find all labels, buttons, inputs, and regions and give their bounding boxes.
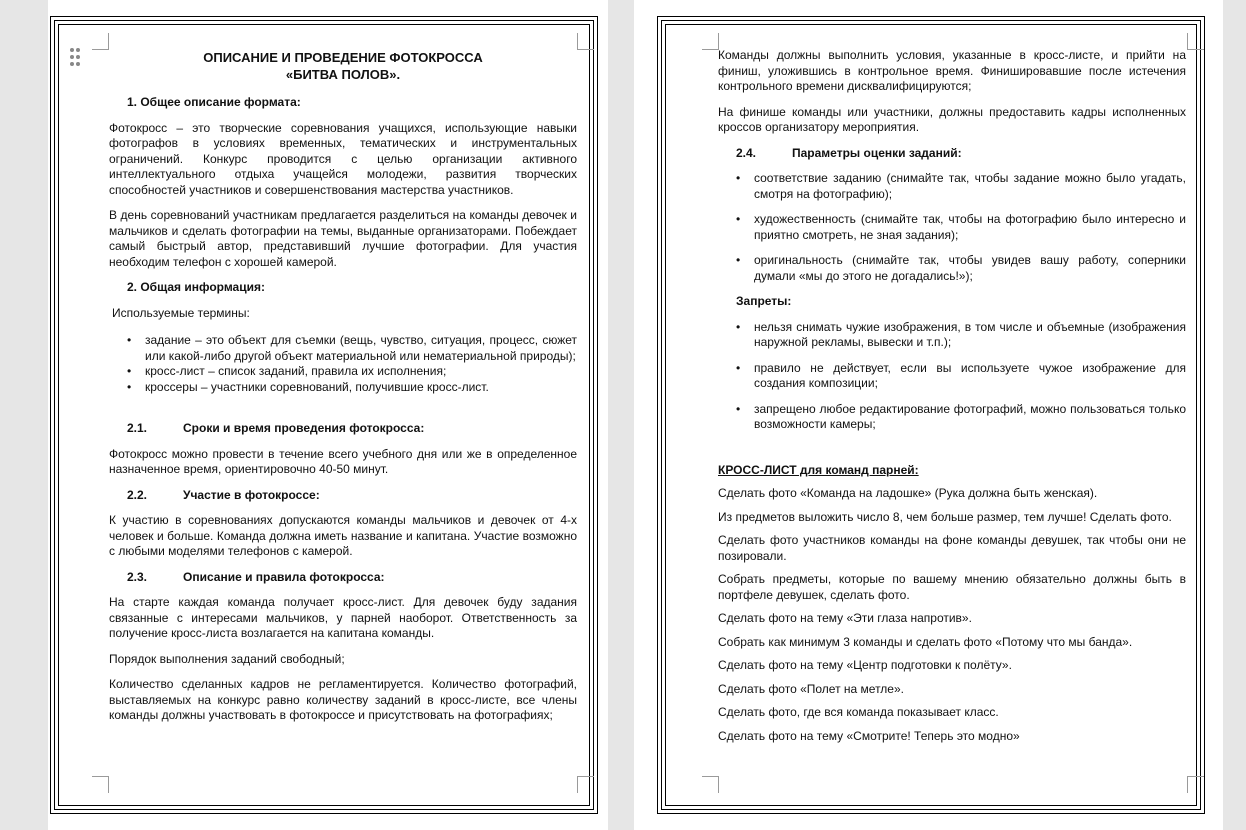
subsection-heading [718,146,1186,162]
task-item: Сделать фото, где вся команда показывает класс. [718,705,999,719]
task-item: Сделать фото участников команды на фоне команды девушек, так чтобы они не позировали. [718,533,1186,563]
subsection-title: Сроки и время проведения фотокросса: [183,421,425,435]
criteria-list [718,171,1186,284]
list-item: • нельзя снимать чужие изображения, в том числе и объемные (изображения наружной рекламы, вывески и т.п.); [754,320,1186,351]
crop-mark [1187,33,1204,50]
paragraph: В день соревнований участникам предлагается разделиться на команды девочек и мальчиков и сделать фотографии на темы, выданные организаторами. Побеждает самый быстрый автор, представивший лучшие фотографии. Для участия необходим телефон с хорошей камерой. [109,208,577,269]
list-item: • художественность (снимайте так, чтобы на фотографию было интересно и приятно смотреть, не зная задания); [754,212,1186,243]
title-line-1: ОПИСАНИЕ И ПРОВЕДЕНИЕ ФОТОКРОССА [203,50,483,65]
list-item: • запрещено любое редактирование фотографий, можно пользоваться только возможности камеры; [754,402,1186,433]
paragraph: На старте каждая команда получает кросс-лист. Для девочек буду задания связанные с интересами мальчиков, у парней наоборот. Ответственность за получение кросс-листа возлагается на капитана команды. [109,595,577,640]
subsection-number: 2.4. [736,145,757,160]
section-heading: 1. Общее описание формата: [127,95,301,109]
list-item: • правило не действует, если вы используете чужое изображение для создания композиции; [754,361,1186,392]
list-item: • соответствие заданию (снимайте так, чтобы задание можно было угадать, смотря на фотографию); [754,171,1186,202]
subsection-number: 2.3. [127,569,148,584]
task-item: Сделать фото на тему «Смотрите! Теперь это модно» [718,728,1020,743]
cross-list-heading: КРОСС-ЛИСТ для команд парней: [718,462,919,477]
subsection-title: Описание и правила фотокросса: [183,569,385,584]
bans-heading: Запреты: [736,294,792,308]
paragraph: Используемые термины: [112,305,250,320]
page-content [718,48,1186,752]
document-page-right [634,0,1223,830]
crop-mark [92,776,109,793]
crop-mark [577,776,594,793]
crop-mark [1187,776,1204,793]
list-item: • кроссеры – участники соревнований, получившие кросс-лист. [145,380,577,396]
page-content [109,49,577,734]
title-line-2: «БИТВА ПОЛОВ». [285,67,401,82]
paragraph: Фотокросс – это творческие соревнования учащихся, использующие навыки фотографов в условиях временных, тематических и инструментальных ограничений. Конкурс проводится с целью организации активного интеллектуального отдыха учащейся молодежи, развития творческих способностей участников и совершенствования мастерства участников. [109,120,577,197]
subsection-heading [109,570,577,586]
subsection-title: Параметры оценки заданий: [792,145,962,160]
paragraph: Фотокросс можно провести в течение всего учебного дня или же в определенное назначенное время, ориентировочно 40-50 минут. [109,446,577,476]
subsection-title: Участие в фотокроссе: [183,487,320,502]
paragraph: Порядок выполнения заданий свободный; [109,651,345,666]
paragraph: На финише команды или участники, должны предоставить кадры исполненных кроссов организатору мероприятия. [718,104,1186,134]
task-item: Собрать как минимум 3 команды и сделать фото «Потому что мы банда». [718,634,1133,649]
bans-list [718,320,1186,433]
paragraph: Команды должны выполнить условия, указанные в кросс-листе, и прийти на финиш, уложившись в контрольное время. Финишировавшие после истечения контрольного времени дисквалифицируются; [718,48,1186,93]
paragraph: Количество сделанных кадров не регламентируется. Количество фотографий, выставляемых на конкурс равно количеству заданий в кросс-листе, все члены команды должны участвовать в фотокроссе и присутствовать на фотографиях; [109,677,577,722]
crop-mark [702,33,719,50]
task-item: Из предметов выложить число 8, чем больше размер, тем лучше! Сделать фото. [718,509,1172,524]
table-move-handle-icon[interactable] [70,48,82,70]
list-item: • оригинальность (снимайте так, чтобы увидев вашу работу, соперники думали «мы до этого не догадались!»); [754,253,1186,284]
document-title [109,49,577,83]
task-item: Собрать предметы, которые по вашему мнению обязательно должны быть в портфеле девушек, сделать фото. [718,572,1186,602]
task-item: Сделать фото на тему «Центр подготовки к полёту». [718,658,1012,672]
section-heading: 2. Общая информация: [127,280,265,294]
task-item: Сделать фото на тему «Эти глаза напротив». [718,611,972,625]
subsection-heading [109,488,577,504]
subsection-number: 2.1. [127,421,148,435]
subsection-heading [109,421,577,437]
list-item: • кросс-лист – список заданий, правила их исполнения; [145,364,577,380]
paragraph: К участию в соревнованиях допускаются команды мальчиков и девочек от 4-х человек и больше. Команда должна иметь название и капитана. Участие возможно с любыми моделями телефонов с камерой. [109,513,577,558]
list-item: • задание – это объект для съемки (вещь, чувство, ситуация, процесс, сюжет или какой-либо другой объект материальной или нематериальной природы); [145,333,577,364]
document-page-left [48,0,608,830]
terms-list [109,333,577,395]
task-item: Сделать фото «Полет на метле». [718,681,904,696]
subsection-number: 2.2. [127,487,148,502]
crop-mark [702,776,719,793]
crop-mark [92,33,109,50]
task-item: Сделать фото «Команда на ладошке» (Рука должна быть женская). [718,486,1098,500]
crop-mark [577,33,594,50]
